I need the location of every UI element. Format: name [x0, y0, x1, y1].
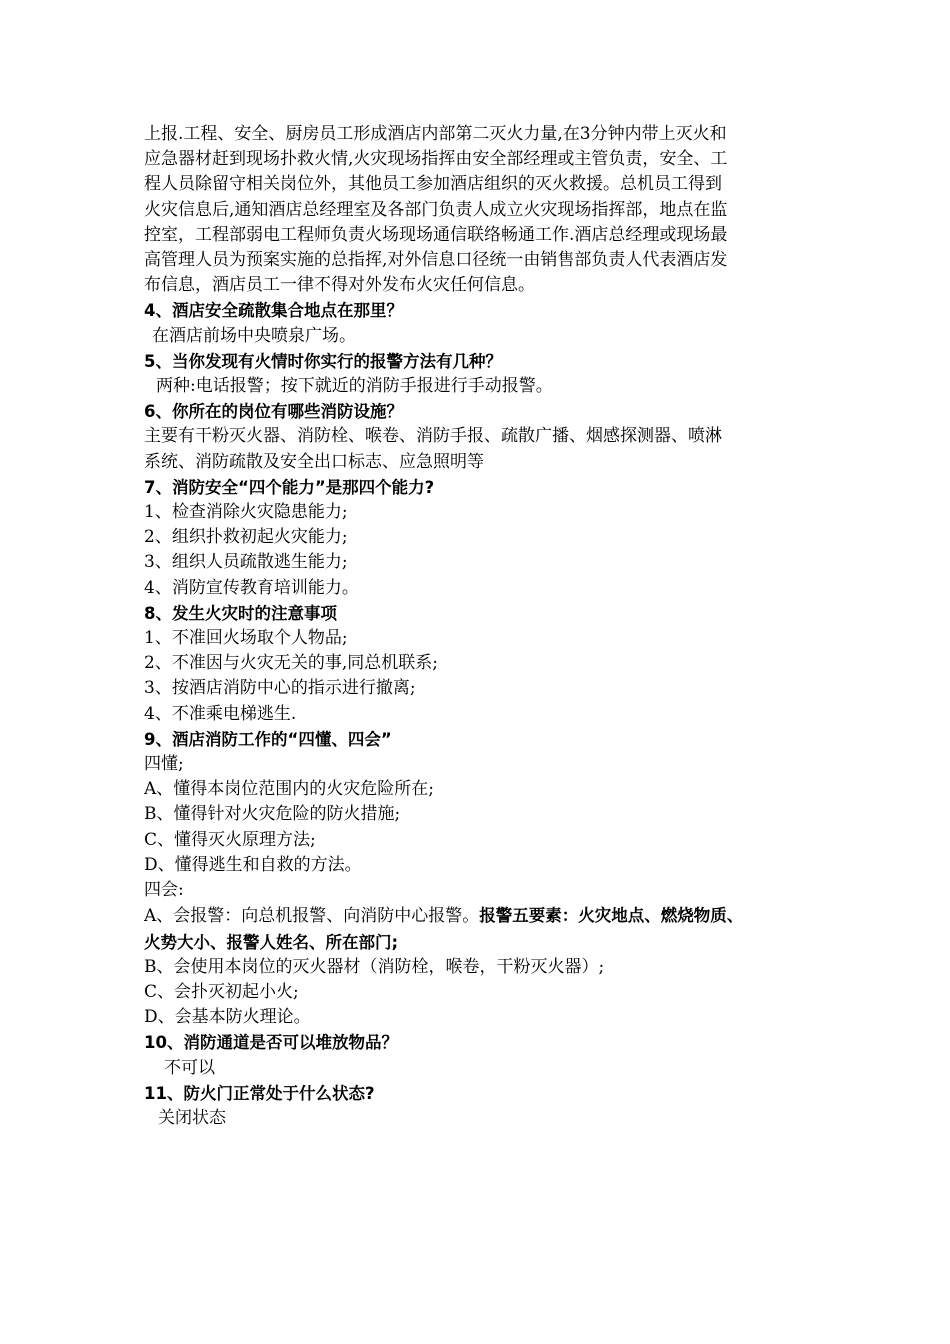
list-item: A、懂得本岗位范围内的火灾危险所在; [144, 779, 435, 800]
question-4-heading: 4、酒店安全疏散集合地点在那里？ [144, 301, 403, 321]
intro-line: 程人员除留守相关岗位外，其他员工参加酒店组织的灭火救援。总机员工得到 [144, 174, 722, 195]
intro-line: 布信息，酒店员工一律不得对外发布火灾任何信息。 [144, 275, 535, 296]
si-hui-heading: 四会: [144, 880, 184, 901]
hui-a-text: A、会报警：向总机报警、向消防中心报警。 [144, 906, 480, 927]
intro-line: 火灾信息后,通知酒店总经理室及各部门负责人成立火灾现场指挥部，地点在监 [144, 199, 728, 220]
list-item: 2、不准因与火灾无关的事,同总机联系; [144, 653, 438, 674]
answer-6-line: 主要有干粉灭火器、消防栓、喉卷、消防手报、疏散广播、烟感探测器、喷淋 [144, 426, 722, 447]
list-item: 3、按酒店消防中心的指示进行撤离; [144, 678, 416, 699]
document-page [144, 122, 820, 1131]
list-item: D、会基本防火理论。 [144, 1007, 311, 1028]
list-item: 1、检查消除火灾隐患能力; [144, 502, 348, 523]
question-11-heading: 11、防火门正常处于什么状态? [144, 1083, 375, 1103]
intro-line: 上报.工程、安全、厨房员工形成酒店内部第二灭火力量,在3分钟内带上灭火和 [144, 124, 727, 144]
list-item: C、懂得灭火原理方法; [144, 829, 316, 850]
intro-line: 应急器材赶到现场扑救火情,火灾现场指挥由安全部经理或主管负责，安全、工 [144, 149, 728, 170]
list-item: 4、不准乘电梯逃生. [144, 703, 297, 724]
answer-6-line: 系统、消防疏散及安全出口标志、应急照明等 [144, 451, 484, 472]
question-10-heading: 10、消防通道是否可以堆放物品？ [144, 1033, 398, 1053]
list-item: 2、组织扑救初起火灾能力; [144, 527, 348, 548]
si-dong-heading: 四懂; [144, 754, 184, 775]
list-item: 4、消防宣传教育培训能力。 [144, 577, 359, 598]
five-elements-continuation: 火势大小、报警人姓名、所在部门; [144, 932, 399, 952]
answer-11: 关闭状态 [158, 1107, 226, 1128]
list-item: B、懂得针对火灾危险的防火措施; [144, 804, 401, 825]
list-item: C、会扑灭初起小火; [144, 981, 299, 1002]
question-5-heading: 5、当你发现有火情时你实行的报警方法有几种？ [144, 351, 502, 371]
list-item: 3、组织人员疏散逃生能力; [144, 552, 348, 573]
question-7-heading: 7、消防安全“四个能力”是那四个能力? [144, 477, 435, 497]
answer-10: 不可以 [164, 1057, 215, 1078]
five-elements-label: 报警五要素：火灾地点、燃烧物质、 [479, 906, 744, 926]
answer-4: 在酒店前场中央喷泉广场。 [152, 325, 356, 346]
question-6-heading: 6、你所在的岗位有哪些消防设施？ [144, 402, 403, 422]
list-item: 1、不准回火场取个人物品; [144, 628, 348, 649]
intro-paragraph [144, 122, 820, 298]
answer-5: 两种:电话报警；按下就近的消防手报进行手动报警。 [156, 376, 553, 397]
list-item-hui-a [144, 903, 820, 929]
question-8-heading: 8、发生火灾时的注意事项 [144, 603, 337, 623]
intro-line: 控室，工程部弱电工程师负责火场现场通信联络畅通工作.酒店总经理或现场最 [144, 224, 728, 245]
intro-line: 高管理人员为预案实施的总指挥,对外信息口径统一由销售部负责人代表酒店发 [144, 250, 728, 271]
list-item: D、懂得逃生和自救的方法。 [144, 854, 362, 875]
list-item: B、会使用本岗位的灭火器材（消防栓，喉卷，干粉灭火器）; [144, 956, 605, 977]
question-9-heading: 9、酒店消防工作的“四懂、四会” [144, 729, 392, 749]
